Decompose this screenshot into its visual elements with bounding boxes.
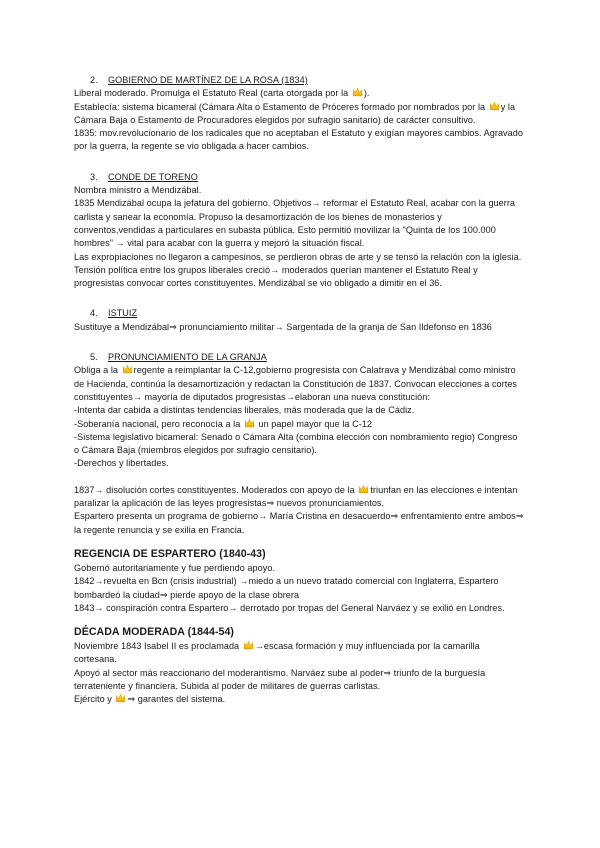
- paragraph: [74, 562, 524, 575]
- crown-icon: [358, 484, 369, 494]
- paragraph-text: -Intenta dar cabida a distintas tendencias liberales, más moderada que la de Cádiz.: [74, 405, 415, 416]
- paragraph-text: Apoyó al sector más reaccionario del moderantismo. Narváez sube al poder⇒ triunfo de la burguesía terrateniente y financiera. Subida al poder de militares de guerras carlistas.: [74, 667, 486, 691]
- section-heading: [74, 74, 524, 87]
- section-number: 2.: [90, 75, 98, 85]
- paragraph-text: ⇒ garantes del sistema.: [127, 694, 226, 705]
- paragraph: [74, 127, 524, 154]
- paragraph-text: un papel mayor que la C-12: [255, 418, 372, 429]
- paragraph-text: 1842→revuelta en Bcn (crisis industrial) →miedo a un nuevo tratado comercial con Inglaterra, Espartero bombardeó la ciudad⇒ pierde apoyo de la clase obrera: [74, 576, 499, 600]
- paragraph: [74, 640, 524, 667]
- crown-icon: [244, 418, 255, 428]
- section-title: CONDE DE TORENO: [108, 171, 198, 182]
- paragraph: [74, 264, 524, 291]
- section-title: ISTUIZ: [108, 308, 138, 319]
- paragraph: [74, 575, 524, 602]
- paragraph: [74, 184, 524, 197]
- paragraph-text: →escasa formación y muy influenciada por la camarilla cortesana.: [74, 641, 480, 665]
- paragraph-text: Espartero presenta un programa de gobierno→ María Cristina en desacuerdo⇒ enfrentamiento entre ambos⇒ la regente renuncia y se exilia en Francia.: [74, 511, 524, 535]
- paragraph: [74, 418, 524, 431]
- paragraph-text: triunfan en las elecciones e intentan paralizar la aplicación de las leyes progresistas⇒ nuevos pronunciamientos.: [74, 484, 518, 509]
- paragraph-text: 1835: mov.revolucionario de los radicales que no aceptaban el Estatuto y exigían mayores cambios. Agravado por la guerra, la regente se vio obligada a hacer cambios.: [74, 128, 523, 152]
- paragraph-text: regente a reimplantar la C-12,gobierno progresista con Calatrava y Mendizábal como ministro de Hacienda, continúa la desamortización y redactan la Constitución de 1837. Convocan elecciones a cortes constituyentes→ mayoría de diputados progresistas→elaboran una nueva constitución:: [74, 365, 518, 402]
- crown-icon: [489, 101, 500, 111]
- paragraph-text: Noviembre 1843 Isabel II es proclamada: [74, 641, 242, 652]
- section-number: 4.: [90, 308, 98, 319]
- paragraph-text: Las expropiaciones no llegaron a campesinos, se perdieron obras de arte y se tensó la relación con la iglesia.: [74, 251, 522, 262]
- section-title: GOBIERNO DE MARTÍNEZ DE LA ROSA (1834): [108, 75, 308, 85]
- crown-icon: [115, 693, 126, 703]
- major-section-title: REGENCIA DE ESPARTERO (1840-43): [74, 547, 266, 560]
- crown-icon: [243, 640, 254, 650]
- document-body: [74, 70, 524, 707]
- paragraph: [74, 87, 524, 100]
- paragraph: [74, 404, 524, 417]
- paragraph-spacer: [74, 471, 524, 484]
- paragraph: [74, 364, 524, 404]
- paragraph: [74, 101, 524, 128]
- section-heading: [74, 351, 524, 364]
- section-spacer: [74, 290, 524, 303]
- section-spacer: [74, 334, 524, 347]
- paragraph-text: 1835 Mendizábal ocupa la jefatura del gobierno. Objetivos→ reformar el Estatuto Real, acabar con la guerra carlista y sanear la economía. Propuso la desamortización de los bienes de monasterios y conventos,vendidas a particulares en subasta pública. Esto permitió movilizar la "Quinta de los 100.000 hombres" → vital para acabar con la guerra y mejoró la situación fiscal.: [74, 198, 516, 249]
- paragraph-text: Liberal moderado. Promulga el Estatuto Real (carta otorgada por la: [74, 88, 351, 99]
- paragraph-text: 1837→ disolución cortes constituyentes. Moderados con apoyo de la: [74, 484, 358, 495]
- paragraph-text: Ejército y: [74, 694, 115, 705]
- paragraph-text: Gobernó autoritariamente y fue perdiendo apoyo.: [74, 562, 276, 573]
- section-spacer: [74, 154, 524, 167]
- section-title: PRONUNCIAMIENTO DE LA GRANJA: [108, 352, 267, 363]
- paragraph: [74, 457, 524, 470]
- paragraph-text: -Derechos y libertades.: [74, 458, 169, 469]
- paragraph: [74, 510, 524, 537]
- section-number: 5.: [90, 352, 98, 363]
- paragraph: [74, 693, 524, 706]
- paragraph-text: Tensión política entre los grupos liberales creció→ moderados querían mantener el Estatuto Real y progresistas convocar cortes constituyentes. Mendizábal se vio obligado a dimitir en el 36.: [74, 264, 478, 289]
- section-heading: [74, 307, 524, 320]
- paragraph-text: -Soberanía nacional, pero reconocía a la: [74, 418, 243, 429]
- paragraph: [74, 251, 524, 264]
- paragraph: [74, 321, 524, 334]
- paragraph-text: Establecía: sistema bicameral (Cámara Alta o Estamento de Próceres formado por nombrados por la: [74, 101, 488, 112]
- paragraph-text: Nombra ministro a Mendizábal.: [74, 185, 202, 196]
- section-number: 3.: [90, 171, 98, 182]
- section-spacer: [74, 537, 524, 545]
- paragraph-text: -Sistema legislativo bicameral: Senado o Cámara Alta (combina elección con nombramiento regio) Congreso o Cámara Baja (miembros elegidos por sufragio censitario).: [74, 431, 518, 456]
- paragraph: [74, 602, 524, 615]
- paragraph: [74, 667, 524, 694]
- paragraph-text: Sustituye a Mendizábal⇒ pronunciamiento militar→ Sargentada de la granja de San Ildefonso en 1836: [74, 321, 492, 332]
- section-spacer: [74, 615, 524, 623]
- paragraph: [74, 197, 524, 250]
- paragraph: [74, 484, 524, 511]
- paragraph-text: Obliga a la: [74, 365, 121, 376]
- paragraph-text: ).: [363, 88, 370, 99]
- crown-icon: [122, 364, 133, 374]
- paragraph-text: 1843→ conspiración contra Espartero→ derrotado por tropas del General Narváez y se exilió en Londres.: [74, 602, 505, 613]
- crown-icon: [352, 87, 363, 97]
- major-section-title: DÉCADA MODERADA (1844-54): [74, 626, 234, 639]
- section-heading: [74, 171, 524, 184]
- paragraph-text: y la Cámara Baja o Estamento de Procuradores elegidos por sufragio sanitario) de carácter consultivo.: [74, 101, 516, 125]
- paragraph: [74, 431, 524, 458]
